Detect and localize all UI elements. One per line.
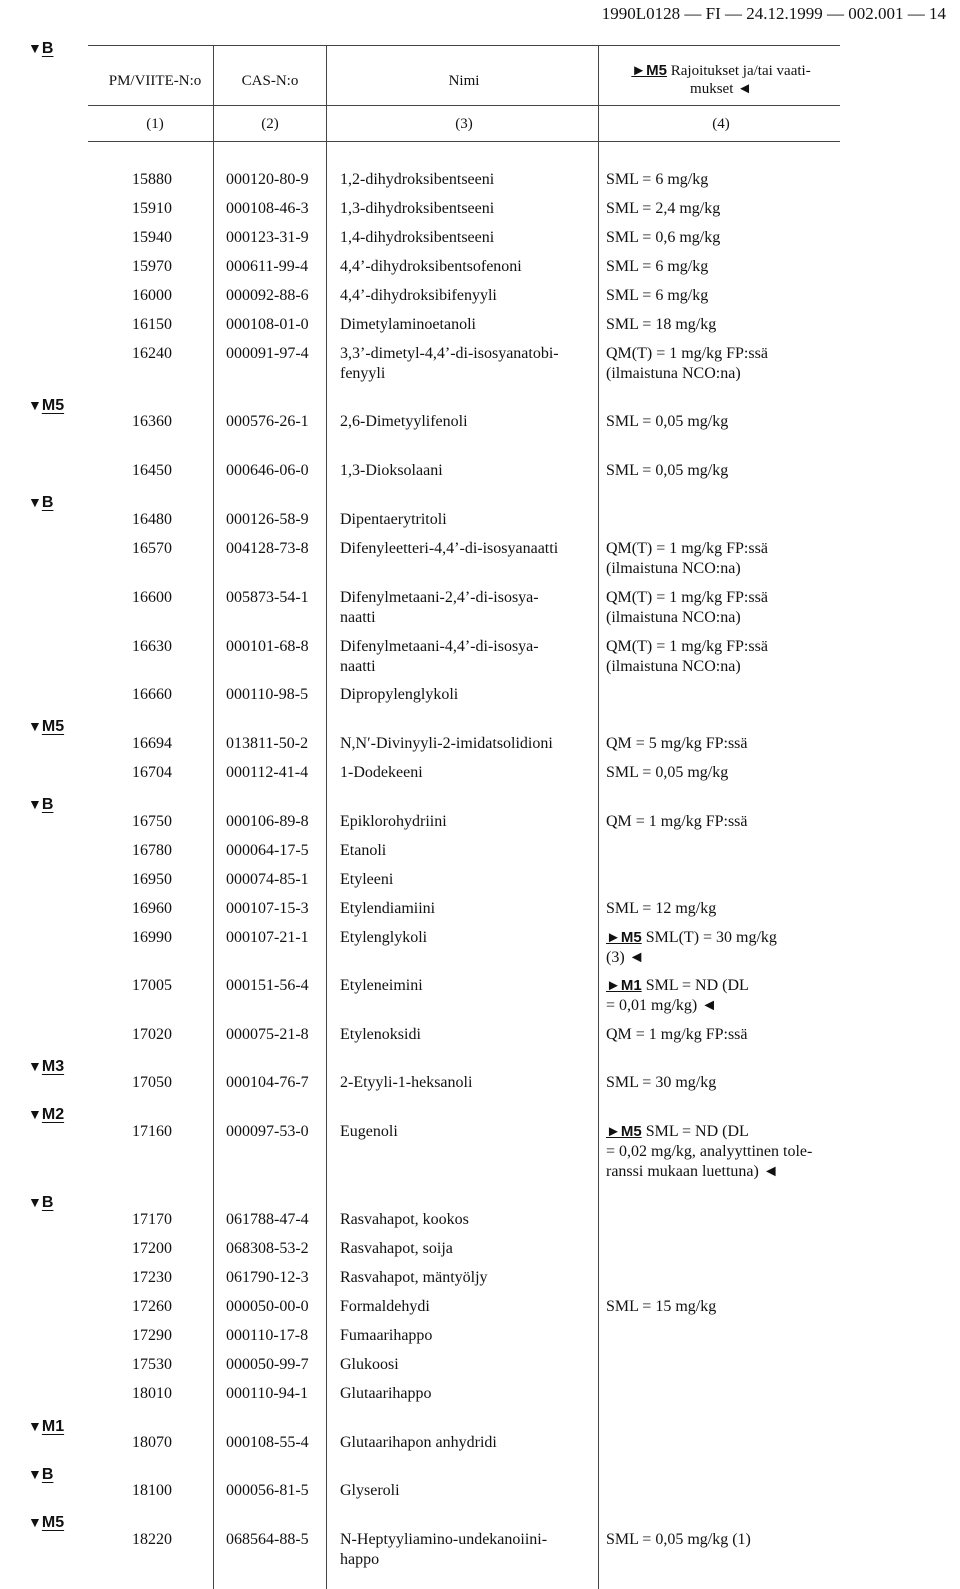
- restriction: QM = 5 mg/kg FP:ssä: [606, 735, 748, 752]
- amendment-marker: ►M5: [606, 1123, 642, 1140]
- substance-name: Rasvahapot, soija: [340, 1240, 453, 1257]
- ref-number: 16704: [132, 764, 172, 781]
- cas-number: 000075-21-8: [226, 1026, 309, 1043]
- substance-name: 4,4’-dihydroksibifenyyli: [340, 287, 497, 304]
- cas-number: 004128-73-8: [226, 540, 309, 557]
- cas-number: 000101-68-8: [226, 638, 309, 655]
- restriction: SML = 30 mg/kg: [606, 1074, 717, 1091]
- amendment-marker: ►M1: [606, 977, 642, 994]
- ref-number: 17230: [132, 1269, 172, 1286]
- substance-name: Etylenglykoli: [340, 929, 428, 946]
- substance-name: Etanoli: [340, 842, 387, 859]
- ref-number: 16450: [132, 462, 172, 479]
- cas-number: 000108-01-0: [226, 316, 309, 333]
- ref-number: 16660: [132, 686, 172, 703]
- column-number: (2): [261, 116, 279, 132]
- column-divider: [598, 45, 599, 1589]
- cas-number: 000104-76-7: [226, 1074, 309, 1091]
- ref-number: 15910: [132, 200, 172, 217]
- ref-number: 18010: [132, 1385, 172, 1402]
- ref-number: 18220: [132, 1531, 172, 1548]
- substance-name: Difenylmetaani-2,4’-di-isosya- naatti: [340, 589, 539, 626]
- restriction: SML = 18 mg/kg: [606, 316, 717, 333]
- triangle-down-icon: ▼: [28, 40, 42, 56]
- cas-number: 000611-99-4: [226, 258, 309, 275]
- amendment-marker: ▼M1: [28, 1418, 65, 1435]
- substance-name: 1,4-dihydroksibentseeni: [340, 229, 495, 246]
- substance-name: 3,3’-dimetyl-4,4’-di-isosyanatobi- fenyyli: [340, 345, 559, 382]
- ref-number: 16960: [132, 900, 172, 917]
- column-header-ref: PM/VIITE-N:o: [108, 73, 202, 89]
- substance-name: Rasvahapot, kookos: [340, 1211, 469, 1228]
- substance-name: 1,2-dihydroksibentseeni: [340, 171, 495, 188]
- restriction: SML = 6 mg/kg: [606, 287, 709, 304]
- column-header-name: Nimi: [448, 73, 480, 89]
- restriction: SML = 0,05 mg/kg: [606, 413, 729, 430]
- ref-number: 18070: [132, 1434, 172, 1451]
- ref-number: 16240: [132, 345, 172, 362]
- triangle-down-icon: ▼: [28, 1194, 42, 1210]
- triangle-down-icon: ▼: [28, 1514, 42, 1530]
- restriction: SML = 0,05 mg/kg: [606, 764, 729, 781]
- cas-number: 000123-31-9: [226, 229, 309, 246]
- restriction: SML = 6 mg/kg: [606, 258, 709, 275]
- restriction: ►M5 SML(T) = 30 mg/kg (3) ◄: [606, 929, 777, 966]
- substance-name: Etylendiamiini: [340, 900, 436, 917]
- ref-number: 16600: [132, 589, 172, 606]
- cas-number: 000576-26-1: [226, 413, 309, 430]
- cas-number: 000108-46-3: [226, 200, 309, 217]
- column-header-restrictions-line2: mukset ◄: [690, 81, 752, 97]
- substance-name: Dipropylenglykoli: [340, 686, 459, 703]
- restriction: SML = 0,05 mg/kg: [606, 462, 729, 479]
- substance-name: Dipentaerytritoli: [340, 511, 447, 528]
- cas-number: 000074-85-1: [226, 871, 309, 888]
- restriction: QM(T) = 1 mg/kg FP:ssä (ilmaistuna NCO:na): [606, 638, 768, 675]
- cas-number: 068564-88-5: [226, 1531, 309, 1548]
- ref-number: 16150: [132, 316, 172, 333]
- amendment-marker: ▼B: [28, 494, 54, 511]
- substance-name: 1,3-Dioksolaani: [340, 462, 443, 479]
- ref-number: 16000: [132, 287, 172, 304]
- ref-number: 15970: [132, 258, 172, 275]
- amendment-marker: ▼M5: [28, 1514, 65, 1531]
- column-header-cas: CAS-N:o: [241, 73, 299, 89]
- substance-name: 1-Dodekeeni: [340, 764, 423, 781]
- ref-number: 16780: [132, 842, 172, 859]
- ref-number: 17260: [132, 1298, 172, 1315]
- amendment-marker: ▼M5: [28, 397, 65, 414]
- table-top-rule: [88, 45, 840, 46]
- amendment-marker: ▼B: [28, 796, 54, 813]
- restriction: ►M1 SML = ND (DL = 0,01 mg/kg) ◄: [606, 977, 749, 1014]
- ref-number: 16570: [132, 540, 172, 557]
- amendment-marker: ▼B: [28, 1466, 54, 1483]
- restriction: SML = 15 mg/kg: [606, 1298, 717, 1315]
- restriction: SML = 6 mg/kg: [606, 171, 709, 188]
- substance-name: 2-Etyyli-1-heksanoli: [340, 1074, 473, 1091]
- substance-name: N-Heptyyliamino-undekanoiini- happo: [340, 1531, 548, 1568]
- triangle-down-icon: ▼: [28, 1058, 42, 1074]
- ref-number: 17290: [132, 1327, 172, 1344]
- ref-number: 17050: [132, 1074, 172, 1091]
- ref-number: 16950: [132, 871, 172, 888]
- restriction: QM = 1 mg/kg FP:ssä: [606, 813, 748, 830]
- substance-name: Etylenoksidi: [340, 1026, 421, 1043]
- column-divider: [213, 45, 214, 1589]
- substance-name: Glutaarihapon anhydridi: [340, 1434, 497, 1451]
- column-header-restrictions-line1: Rajoitukset ja/tai vaati-: [670, 63, 811, 79]
- restriction: SML = 12 mg/kg: [606, 900, 717, 917]
- ref-number: 16694: [132, 735, 172, 752]
- substance-name: Epiklorohydriini: [340, 813, 447, 830]
- cas-number: 000110-17-8: [226, 1327, 309, 1344]
- column-number: (1): [146, 116, 164, 132]
- substance-name: 1,3-dihydroksibentseeni: [340, 200, 495, 217]
- substance-name: Glyseroli: [340, 1482, 400, 1499]
- cas-number: 068308-53-2: [226, 1240, 309, 1257]
- substance-name: Dimetylaminoetanoli: [340, 316, 476, 333]
- restriction: SML = 0,05 mg/kg (1): [606, 1531, 751, 1548]
- substance-name: Formaldehydi: [340, 1298, 430, 1315]
- amendment-marker: ►M5: [606, 929, 642, 946]
- substance-name: Etyleneimini: [340, 977, 423, 994]
- cas-number: 000120-80-9: [226, 171, 309, 188]
- substance-name: N,N′-Divinyyli-2-imidatsolidioni: [340, 735, 553, 752]
- restriction: QM = 1 mg/kg FP:ssä: [606, 1026, 748, 1043]
- cas-number: 000110-94-1: [226, 1385, 309, 1402]
- cas-number: 000112-41-4: [226, 764, 309, 781]
- cas-number: 000050-99-7: [226, 1356, 309, 1373]
- substance-name: 4,4’-dihydroksibentsofenoni: [340, 258, 522, 275]
- column-number: (3): [455, 116, 473, 132]
- ref-number: 17005: [132, 977, 172, 994]
- cas-number: 000126-58-9: [226, 511, 309, 528]
- restriction: SML = 0,6 mg/kg: [606, 229, 721, 246]
- cas-number: 000064-17-5: [226, 842, 309, 859]
- cas-number: 061788-47-4: [226, 1211, 309, 1228]
- amendment-marker: ▼M5: [28, 718, 65, 735]
- substance-name: Etyleeni: [340, 871, 394, 888]
- cas-number: 000050-00-0: [226, 1298, 309, 1315]
- cas-number: 000092-88-6: [226, 287, 309, 304]
- header-rule: [88, 105, 840, 106]
- cas-number: 000097-53-0: [226, 1123, 309, 1140]
- substance-name: Difenylmetaani-4,4’-di-isosya- naatti: [340, 638, 539, 675]
- amendment-marker: ▼M2: [28, 1106, 65, 1123]
- cas-number: 000646-06-0: [226, 462, 309, 479]
- page-header: 1990L0128 — FI — 24.12.1999 — 002.001 — 14: [601, 4, 946, 23]
- ref-number: 15880: [132, 171, 172, 188]
- restriction: ►M5 SML = ND (DL = 0,02 mg/kg, analyyttinen tole- ranssi mukaan luettuna) ◄: [606, 1123, 813, 1180]
- cas-number: 000108-55-4: [226, 1434, 309, 1451]
- ref-number: 18100: [132, 1482, 172, 1499]
- restriction: QM(T) = 1 mg/kg FP:ssä (ilmaistuna NCO:na): [606, 345, 768, 382]
- restriction: QM(T) = 1 mg/kg FP:ssä (ilmaistuna NCO:na): [606, 540, 768, 577]
- triangle-down-icon: ▼: [28, 1418, 42, 1434]
- substance-name: Glutaarihappo: [340, 1385, 432, 1402]
- cas-number: 013811-50-2: [226, 735, 309, 752]
- amendment-marker: ▼M3: [28, 1058, 65, 1075]
- cas-number: 000107-15-3: [226, 900, 309, 917]
- substance-name: 2,6-Dimetyylifenoli: [340, 413, 468, 430]
- ref-number: 17530: [132, 1356, 172, 1373]
- triangle-down-icon: ▼: [28, 397, 42, 413]
- ref-number: 17160: [132, 1123, 172, 1140]
- substance-name: Difenyleetteri-4,4’-di-isosyanaatti: [340, 540, 559, 557]
- triangle-down-icon: ▼: [28, 1106, 42, 1122]
- restriction: QM(T) = 1 mg/kg FP:ssä (ilmaistuna NCO:na): [606, 589, 768, 626]
- column-number-rule: [88, 141, 840, 142]
- triangle-down-icon: ▼: [28, 796, 42, 812]
- cas-number: 061790-12-3: [226, 1269, 309, 1286]
- ref-number: 15940: [132, 229, 172, 246]
- substance-name: Glukoosi: [340, 1356, 399, 1373]
- triangle-down-icon: ▼: [28, 1466, 42, 1482]
- amendment-marker: ►M5: [631, 62, 667, 79]
- cas-number: 000056-81-5: [226, 1482, 309, 1499]
- cas-number: 000110-98-5: [226, 686, 309, 703]
- ref-number: 17170: [132, 1211, 172, 1228]
- ref-number: 17200: [132, 1240, 172, 1257]
- column-divider: [326, 45, 327, 1589]
- triangle-down-icon: ▼: [28, 718, 42, 734]
- cas-number: 000107-21-1: [226, 929, 309, 946]
- substance-name: Rasvahapot, mäntyöljy: [340, 1269, 488, 1286]
- ref-number: 16360: [132, 413, 172, 430]
- substance-name: Fumaarihappo: [340, 1327, 433, 1344]
- amendment-marker: ▼B: [28, 40, 54, 57]
- cas-number: 000151-56-4: [226, 977, 309, 994]
- column-number: (4): [712, 116, 730, 132]
- ref-number: 16750: [132, 813, 172, 830]
- ref-number: 16990: [132, 929, 172, 946]
- ref-number: 17020: [132, 1026, 172, 1043]
- triangle-down-icon: ▼: [28, 494, 42, 510]
- ref-number: 16630: [132, 638, 172, 655]
- cas-number: 000091-97-4: [226, 345, 309, 362]
- ref-number: 16480: [132, 511, 172, 528]
- substance-name: Eugenoli: [340, 1123, 398, 1140]
- restriction: SML = 2,4 mg/kg: [606, 200, 721, 217]
- column-header-restrictions: [606, 62, 836, 98]
- cas-number: 000106-89-8: [226, 813, 309, 830]
- amendment-marker: ▼B: [28, 1194, 54, 1211]
- cas-number: 005873-54-1: [226, 589, 309, 606]
